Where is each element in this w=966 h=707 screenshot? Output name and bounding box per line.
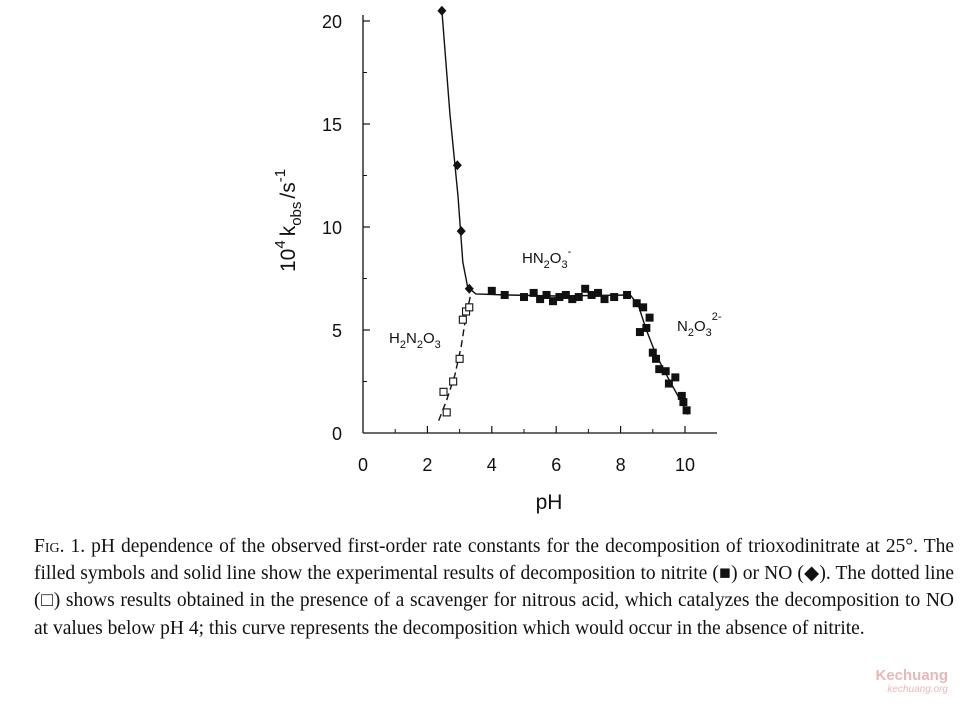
nitrite-point bbox=[501, 291, 509, 299]
nitrite-point bbox=[520, 293, 528, 301]
x-tick-label: 8 bbox=[615, 455, 626, 475]
x-tick-label: 6 bbox=[551, 455, 562, 475]
no-point bbox=[465, 284, 474, 294]
annotation-h2n2o3: $H_2N_2O_3$ bbox=[389, 330, 441, 351]
nitrite-point bbox=[601, 295, 609, 303]
no-point bbox=[437, 6, 446, 16]
y-axis-title: $10^4k_{obs}/s^{-1}$ bbox=[272, 168, 305, 272]
data-points bbox=[437, 6, 690, 416]
nitrite-point bbox=[646, 314, 654, 322]
nitrite-point bbox=[642, 324, 650, 332]
figure-label: Fig. 1. bbox=[34, 536, 86, 557]
nitrite-point bbox=[488, 287, 496, 295]
x-tick-label: 10 bbox=[674, 455, 696, 475]
nitrite-point bbox=[639, 303, 647, 311]
nitrite-point bbox=[652, 355, 660, 363]
x-axis-title: pH bbox=[535, 491, 563, 514]
nitrite-point bbox=[662, 367, 670, 375]
watermark-sub: kechuang.org bbox=[887, 684, 948, 695]
y-tick-label: 20 bbox=[321, 12, 342, 32]
annotation-n2o3: $N_2O_3^{2-}$ bbox=[677, 311, 722, 339]
nitrite-point bbox=[623, 291, 631, 299]
x-tick-label: 2 bbox=[422, 455, 433, 475]
annotation-hn2o3: $HN_2O_3^-$ bbox=[522, 246, 572, 271]
ticks bbox=[322, 12, 695, 475]
curves bbox=[439, 11, 689, 421]
scavenger-point bbox=[459, 316, 466, 323]
nitrite-point bbox=[671, 373, 679, 381]
nitrite-point bbox=[683, 406, 691, 414]
nitrite-point bbox=[679, 398, 687, 406]
scavenger-point bbox=[456, 355, 463, 362]
scavenger-point bbox=[443, 409, 450, 416]
y-tick-label: 15 bbox=[321, 115, 342, 135]
caption-text: pH dependence of the observed first-order rate constants for the decomposition of trioxodinitrate at 25°. The filled symbols and solid line show the experimental results of decomposition to nitrite (■) or NO (◆). The dotted line (□) shows results obtained in the presence of a scavenger for nitrous acid, which catalyzes the decomposition to NO at values below pH 4; this curve represents the decomposition which would occur in the absence of nitrite. bbox=[34, 536, 955, 639]
no-point bbox=[457, 226, 466, 236]
scavenger-point bbox=[450, 378, 457, 385]
nitrite-point bbox=[575, 293, 583, 301]
watermark-main: Kechuang bbox=[875, 667, 948, 684]
x-tick-label: 4 bbox=[486, 455, 497, 475]
figure-caption bbox=[34, 533, 954, 642]
scavenger-point bbox=[466, 304, 473, 311]
y-tick-label: 0 bbox=[331, 424, 342, 444]
watermark bbox=[875, 667, 948, 695]
x-tick-label: 0 bbox=[357, 455, 369, 475]
nitrite-point bbox=[610, 293, 618, 301]
y-tick-label: 5 bbox=[331, 321, 342, 341]
y-tick-label: 10 bbox=[321, 218, 342, 238]
scavenger-point bbox=[440, 388, 447, 395]
